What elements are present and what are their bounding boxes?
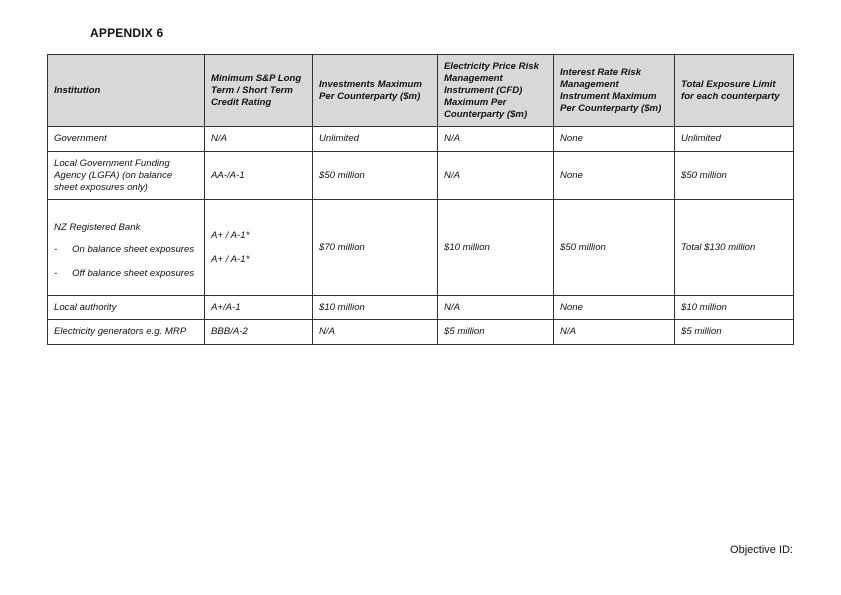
cell-cfd: N/A: [438, 296, 554, 320]
cell-institution: Government: [48, 127, 205, 152]
table-row: [48, 152, 794, 200]
header-electricity-cfd-max: Electricity Price Risk Management Instrument (CFD) Maximum Per Counterparty ($m): [438, 55, 554, 127]
cell-credit-rating: A+/A-1: [205, 296, 313, 320]
cell-credit-rating: BBB/A-2: [205, 320, 313, 345]
header-total-exposure: Total Exposure Limit for each counterparty: [675, 55, 794, 127]
table-row: [48, 296, 794, 320]
table-row: [48, 200, 794, 296]
cell-investments: $50 million: [313, 152, 438, 200]
page-title: APPENDIX 6: [90, 26, 164, 40]
cell-investments: $70 million: [313, 200, 438, 296]
cell-cfd: $5 million: [438, 320, 554, 345]
cell-interest-rate: None: [554, 127, 675, 152]
cell-interest-rate: None: [554, 152, 675, 200]
cell-total: Unlimited: [675, 127, 794, 152]
table-row: [48, 127, 794, 152]
cell-investments: $10 million: [313, 296, 438, 320]
cell-total: $10 million: [675, 296, 794, 320]
cell-cfd: $10 million: [438, 200, 554, 296]
rating-off-balance: A+ / A-1*: [211, 253, 250, 265]
cell-total: $5 million: [675, 320, 794, 345]
header-interest-rate-max: Interest Rate Risk Management Instrument Maximum Per Counterparty ($m): [554, 55, 675, 127]
sub-label: On balance sheet exposures: [72, 243, 195, 255]
cell-institution: Local authority: [48, 296, 205, 320]
cell-institution: Local Government Funding Agency (LGFA) (on balance sheet exposures only): [48, 152, 205, 200]
cell-credit-rating: [205, 200, 313, 296]
cell-institution: [48, 200, 205, 296]
rating-on-balance: A+ / A-1*: [211, 229, 250, 241]
header-credit-rating: Minimum S&P Long Term / Short Term Credit Rating: [205, 55, 313, 127]
table-row: [48, 320, 794, 345]
cell-total: Total $130 million: [675, 200, 794, 296]
cell-investments: Unlimited: [313, 127, 438, 152]
bank-label: NZ Registered Bank: [54, 221, 141, 233]
header-investments-max: Investments Maximum Per Counterparty ($m): [313, 55, 438, 127]
cell-total: $50 million: [675, 152, 794, 200]
bank-sub-off-balance: [54, 268, 198, 280]
list-dash: -: [54, 243, 58, 255]
header-institution: Institution: [48, 55, 205, 127]
cell-interest-rate: N/A: [554, 320, 675, 345]
cell-cfd: N/A: [438, 152, 554, 200]
cell-interest-rate: $50 million: [554, 200, 675, 296]
cell-credit-rating: AA-/A-1: [205, 152, 313, 200]
exposure-limits-table: [47, 54, 794, 345]
objective-id-label: Objective ID:: [730, 544, 793, 556]
sub-label: Off balance sheet exposures: [72, 267, 195, 279]
list-dash: -: [54, 267, 58, 279]
cell-credit-rating: N/A: [205, 127, 313, 152]
bank-sub-on-balance: [54, 244, 198, 256]
cell-interest-rate: None: [554, 296, 675, 320]
table-header-row: [48, 55, 794, 127]
cell-institution: Electricity generators e.g. MRP: [48, 320, 205, 345]
cell-cfd: N/A: [438, 127, 554, 152]
cell-investments: N/A: [313, 320, 438, 345]
